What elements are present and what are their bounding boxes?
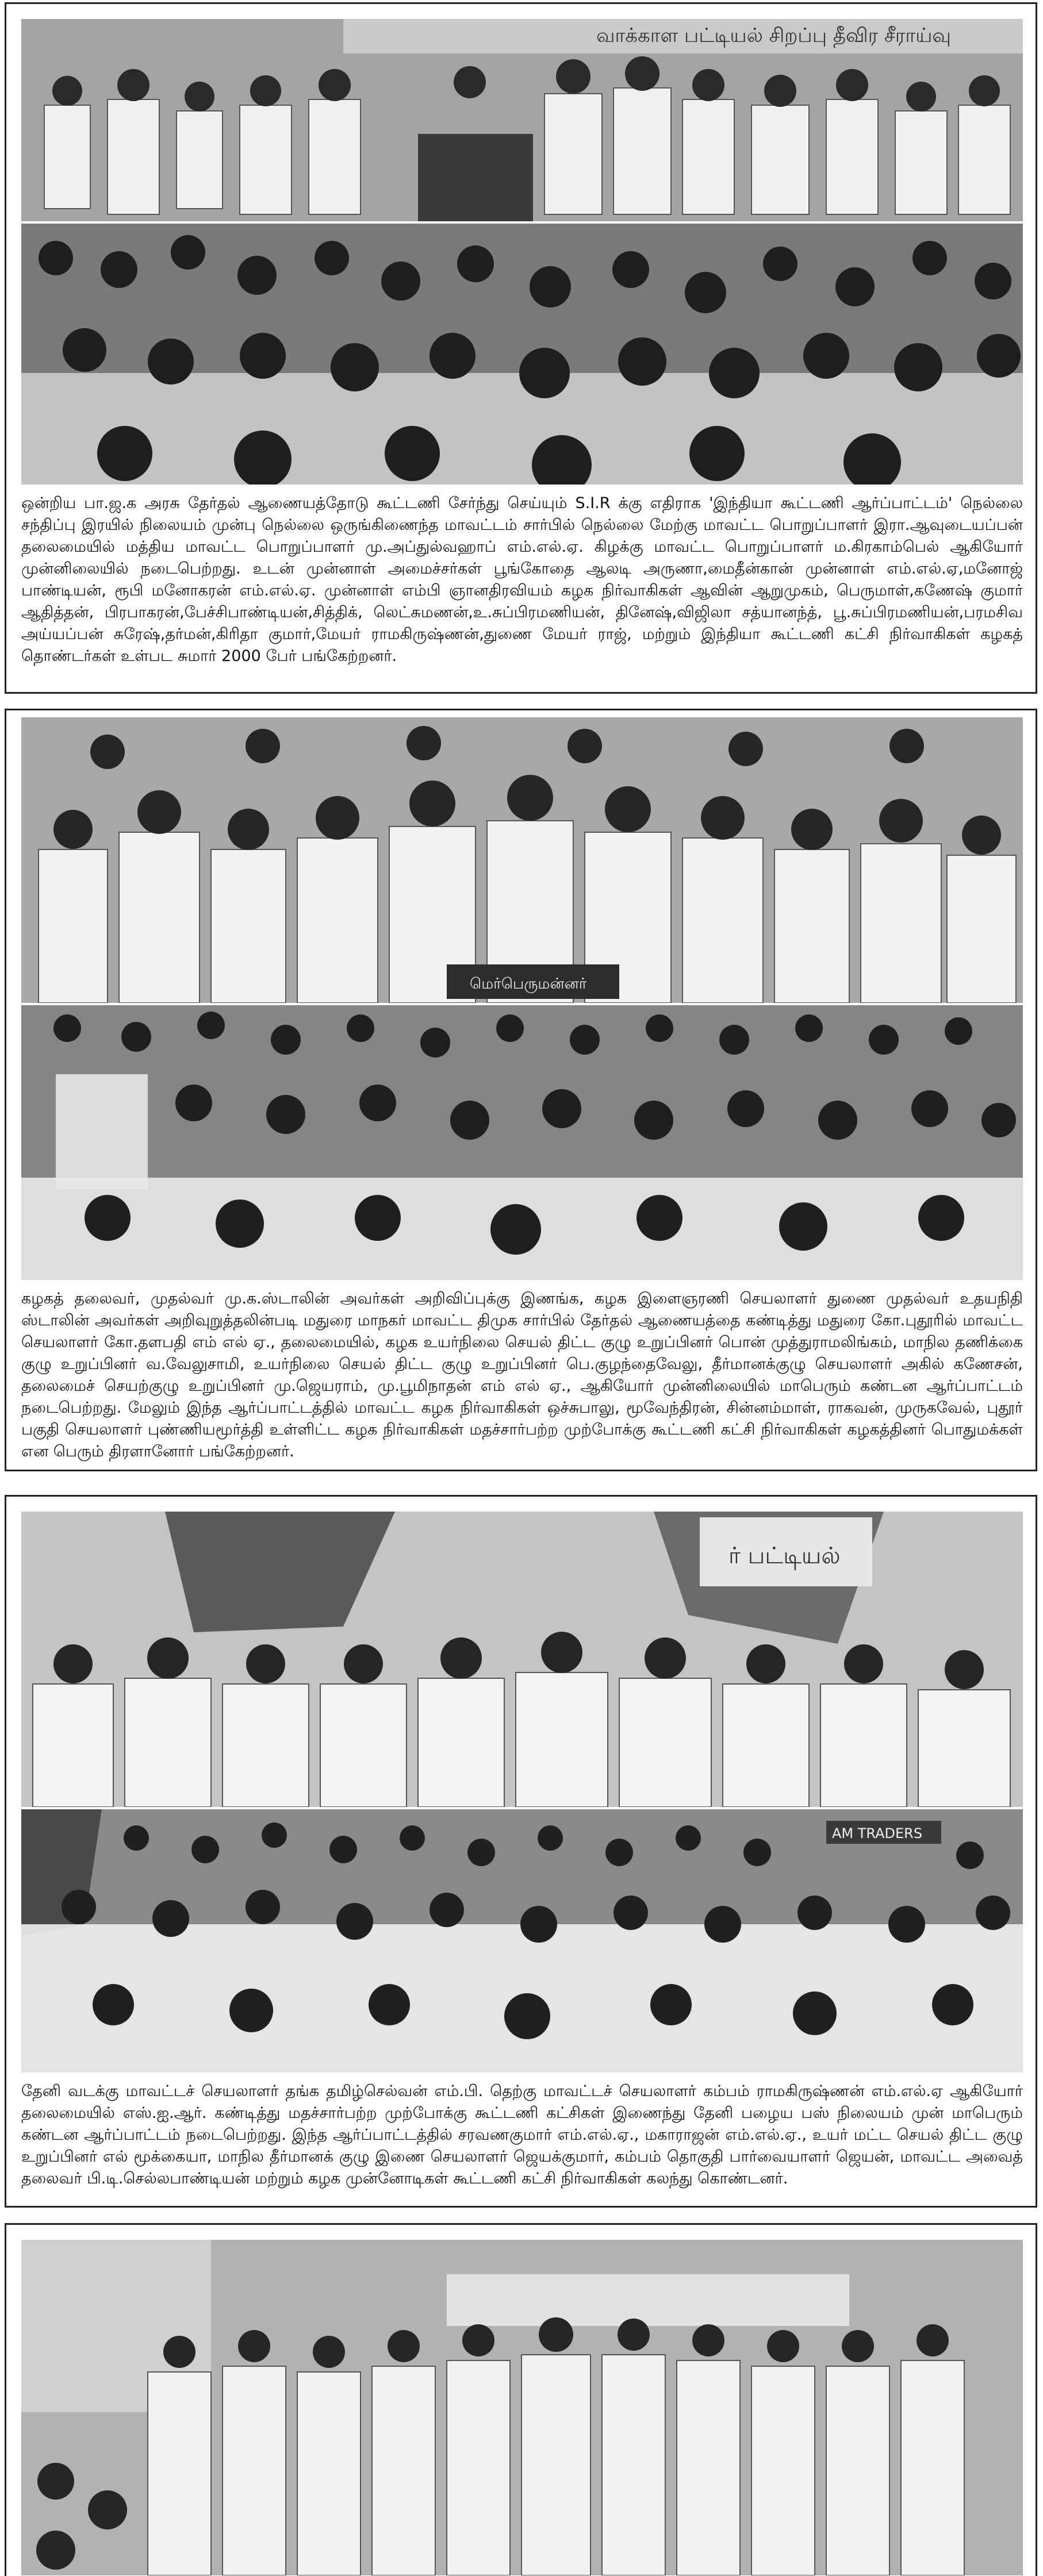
article-2-caption: கழகத் தலைவர், முதல்வர் மு.க.ஸ்டாலின் அவர்கள் அறிவிப்புக்கு இணங்க, கழக இளைஞரணி செயலாளர் துணை முதல்வர் உதயநிதி ஸ்டாலின் அவர்கள் அறிவுறுத்தலின்படி மதுரை மாநகர் மாவட்ட திமுக சார்பில் தேர்தல் ஆணையத்தை கண்டித்து மதுரை கோ.புதூரில் மாவட்ட செயலாளர் கோ.தளபதி எம் எல் ஏ., தலைமையில், கழக உயர்நிலை செயல் திட்ட குழு உறுப்பினர் பொன் முத்துராமலிங்கம், மாநில தணிக்கை குழு உறுப்பினர் வ.வேலுசாமி, உயர்நிலை செயல் திட்ட குழு உறுப்பினர் பெ.குழந்தைவேலு, தீர்மானக்குழு செயலாளர் அகில் கணேசன், தலைமைச் செயற்குழு உறுப்பினர் மு.ஜெயராம், மு.பூமிநாதன் எம் எல் ஏ., ஆகியோர் முன்னிலையில் மாபெரும் கண்டன ஆர்ப்பாட்டம் நடைபெற்றது. மேலும் இந்த ஆர்ப்பாட்டத்தில் மாவட்ட கழக நிர்வாகிகள் ஒச்சுபாலு, மூவேந்திரன், சின்னம்மாள், ராகவன், முருகவேல், புதூர் பகுதி செயலாளர் புண்ணியமூர்த்தி உள்ளிட்ட கழக நிர்வாகிகள் மதச்சார்பற்ற முற்போக்கு கூட்டணி கட்சி நிர்வாகிகள் கழகத்தினர் பொதுமக்கள் என பெரும் திரளானோர் பங்கேற்றனர்.: [21, 1290, 1023, 1460]
article-1-photo-top: [21, 19, 1023, 221]
crowd-photo-image: [21, 1512, 1023, 1807]
stage-banner-text: வாக்காள பட்டியல் சிறப்பு தீவிர சீராய்வு: [596, 24, 951, 47]
article-3-caption: தேனி வடக்கு மாவட்டச் செயலாளர் தங்க தமிழ்செல்வன் எம்.பி. தெற்கு மாவட்டச் செயலாளர் கம்பம் ராமகிருஷ்ணன் எம்.எல்.ஏ ஆகியோர் தலைமையில் எஸ்.ஐ.ஆர். கண்டித்து மதச்சார்பற்ற முற்போக்கு கூட்டணி கட்சிகள் இணைந்து தேனி பழைய பஸ் நிலையம் முன் மாபெரும் கண்டன ஆர்ப்பாட்டம் நடைபெற்றது. இந்த ஆர்ப்பாட்டத்தில் சரவணகுமார் எம்.எல்.ஏ., மகாராஜன் எம்.எல்.ஏ., உயர் மட்ட செயல் திட்ட குழு உறுப்பினர் எல் மூக்கையா, மாநில தீர்மானக் குழு இணை செயலாளர் ஜெயக்குமார், கம்பம் தொகுதி பார்வையாளர் ஜெயன், மாவட்ட அவைத் தலைவர் பி.டி.செல்லபாண்டியன் மற்றும் கழக முன்னோடிகள் கூட்டணி கட்சி நிர்வாகிகள் கலந்து கொண்டனர்.: [21, 2082, 1023, 2187]
crowd-photo-image: [21, 1005, 1023, 1280]
crowd-photo-image: [21, 717, 1023, 1003]
article-1-caption: ஒன்றிய பா.ஜ.க அரசு தேர்தல் ஆணையத்தோடு கூட்டணி சேர்ந்து செய்யும் S.I.R க்கு எதிராக 'இந்தியா கூட்டணி ஆர்ப்பாட்டம்' நெல்லை சந்திப்பு இரயில் நிலையம் முன்பு நெல்லை ஒருங்கிணைந்த மாவட்டம் சார்பில் நெல்லை மேற்கு மாவட்ட பொறுப்பாளர் இரா.ஆவுடையப்பன் தலைமையில் மத்திய மாவட்ட பொறுப்பாளர் மு.அப்துல்வஹாப் எம்.எல்.ஏ. கிழக்கு மாவட்ட பொறுப்பாளர் ம.கிரகாம்பெல் ஆகியோர் முன்னிலையில் நடைபெற்றது. உடன் முன்னாள் அமைச்சர்கள் பூங்கோதை ஆலடி அருணா,மைதீன்கான் முன்னாள் எம்.எல்.ஏ,மனோஜ் பாண்டியன், ரூபி மனோகரன் எம்.எல்.ஏ. முன்னாள் எம்பி ஞானதிரவியம் கழக நிர்வாகிகள் ஆவின் ஆறுமுகம், பெருமாள்,கணேஷ் குமார் ஆதித்தன், பிரபாகரன்,பேச்சிபாண்டியன்,சித்திக், லெட்சுமணன்,உ.சுப்பிரமணியன், தினேஷ்,விஜிலா சத்யானந்த், பூ.சுப்பிரமணியன்,பரமசிவ அய்யப்பன் சுரேஷ்,தர்மன்,கிரிதா குமார்,மேயர் ராமகிருஷ்ணன்,துணை மேயர் ராஜ், மற்றும் இந்தியா கூட்டணி கட்சி நிர்வாகிகள் கழகத் தொண்டர்கள் உள்பட சுமார் 2000 பேர் பங்கேற்றனர்.: [21, 494, 1023, 665]
crowd-photo-image: [21, 1809, 1023, 2073]
sign-text: AM TRADERS: [832, 1825, 923, 1841]
crowd-photo-image: [21, 19, 1023, 221]
article-4: [5, 2223, 1037, 2576]
article-4-photo-top: [21, 2240, 1023, 2575]
article-2-photo-top: [21, 717, 1023, 1003]
crowd-photo-image: [21, 224, 1023, 485]
article-2-photo-bottom: [21, 1005, 1023, 1280]
article-3-photo-bottom: [21, 1809, 1023, 2073]
placard-text: மெர்பெருமன்னர்: [470, 975, 587, 993]
crowd-photo-image: [21, 2240, 1023, 2575]
article-1: [5, 2, 1037, 694]
article-2: [5, 709, 1037, 1471]
article-3: [5, 1495, 1037, 2208]
article-1-photo-bottom: [21, 224, 1023, 485]
article-3-photo-top: [21, 1512, 1023, 1807]
banner-text: ர் பட்டியல்: [728, 1543, 841, 1569]
